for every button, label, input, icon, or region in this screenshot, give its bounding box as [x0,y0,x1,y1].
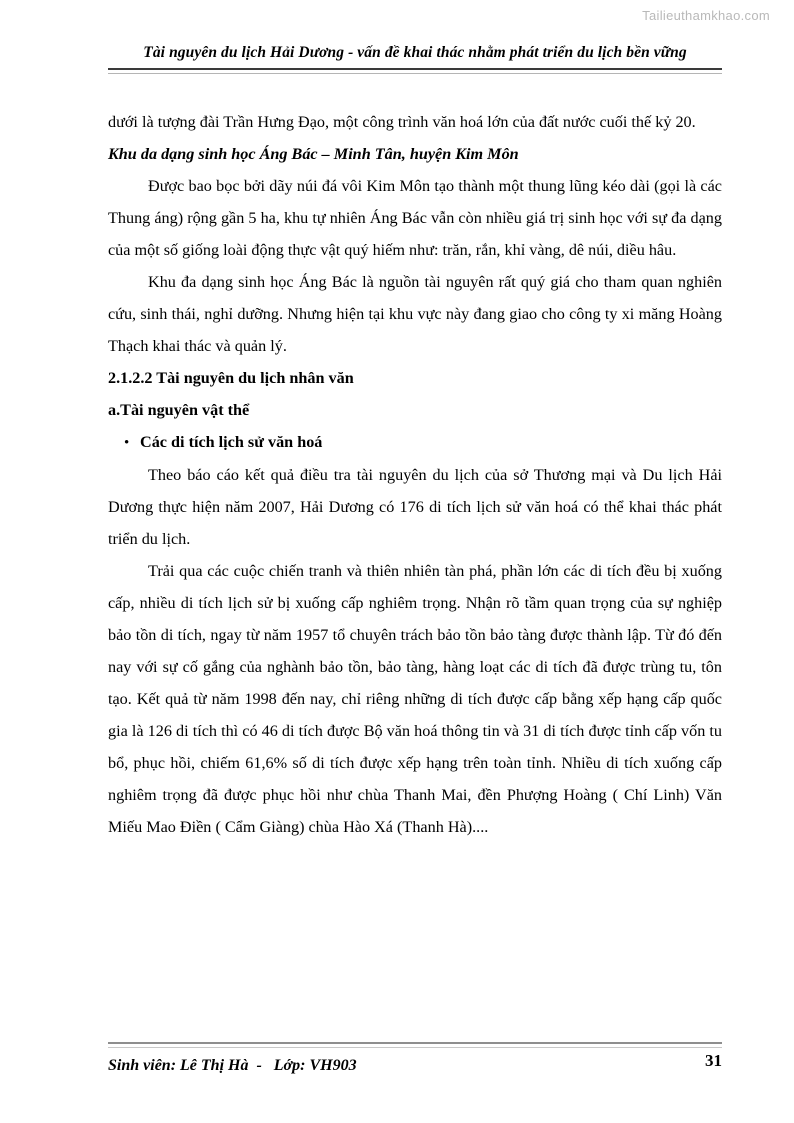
paragraph-continued: dưới là tượng đài Trần Hưng Đạo, một công trình văn hoá lớn của đất nước cuối thế kỷ 20. [108,113,696,131]
paragraph-ang-bac-resource: Khu đa dạng sinh học Áng Bác là nguồn tài nguyên rất quý giá cho tham quan nghiên cứu, sinh thái, nghỉ dưỡng. Nhưng hiện tại khu vực này đang giao cho công ty xi măng Hoàng Thạch khai thác và quản lý. [108,273,722,355]
site-watermark: Tailieuthamkhao.com [642,8,770,23]
footer-divider [108,1042,722,1048]
page-header [108,42,722,74]
footer-author-class: Sinh viên: Lê Thị Hà - Lớp: VH903 [108,1057,357,1074]
header-title: Tài nguyên du lịch Hải Dương - vấn đề khai thác nhằm phát triển du lịch bền vững [143,44,687,61]
list-item [108,426,722,459]
header-divider [108,68,722,74]
page-footer [108,1042,722,1087]
list-item-label: Các di tích lịch sử văn hoá [140,433,323,451]
footer-content [108,1051,722,1087]
paragraph-ang-bac-description: Được bao bọc bởi dãy núi đá vôi Kim Môn tạo thành một thung lũng kéo dài (gọi là các Thung áng) rộng gần 5 ha, khu tự nhiên Áng Bác vẫn còn nhiều giá trị sinh học với sự đa dạng của một số giống loài động thực vật quý hiếm như: trăn, rắn, khỉ vàng, dê núi, diều hâu. [108,177,722,259]
bullet-point-icon: • [124,435,130,451]
document-body [108,106,722,843]
paragraph-restoration-history: Trải qua các cuộc chiến tranh và thiên nhiên tàn phá, phần lớn các di tích đều bị xuống cấp, nhiều di tích lịch sử bị xuống cấp nghiêm trọng. Nhận rõ tầm quan trọng của sự nghiệp bảo tồn di tích, ngay từ năm 1957 tổ chuyên trách bảo tồn bảo tàng được thành lập. Từ đó đến nay với sự cố gắng của nghành bảo tồn, bảo tàng, hàng loạt các di tích đã được trùng tu, tôn tạo. Kết quả từ năm 1998 đến nay, chỉ riêng những di tích được cấp bằng xếp hạng cấp quốc gia là 126 di tích thì có 46 di tích được Bộ văn hoá thông tin và 31 di tích được tỉnh cấp vốn tu bổ, phục hồi, chiếm 61,6% số di tích được xếp hạng trên toàn tỉnh. Nhiều di tích xuống cấp nghiêm trọng đã được phục hồi như chùa Thanh Mai, đền Phượng Hoàng ( Chí Linh) Văn Miếu Mao Điền ( Cẩm Giàng) chùa Hào Xá (Thanh Hà).... [108,562,722,836]
section-heading-2-1-2-2: 2.1.2.2 Tài nguyên du lịch nhân văn [108,369,354,387]
page-number: 31 [705,1051,722,1070]
subsection-heading-a: a.Tài nguyên vật thể [108,401,250,419]
paragraph-survey-report: Theo báo cáo kết quả điều tra tài nguyên du lịch của sở Thương mại và Du lịch Hải Dương thực hiện năm 2007, Hải Dương có 176 di tích lịch sử văn hoá có thể khai thác phát triển du lịch. [108,466,722,548]
subheading-ang-bac: Khu da dạng sinh học Áng Bác – Minh Tân, huyện Kim Môn [108,145,519,163]
